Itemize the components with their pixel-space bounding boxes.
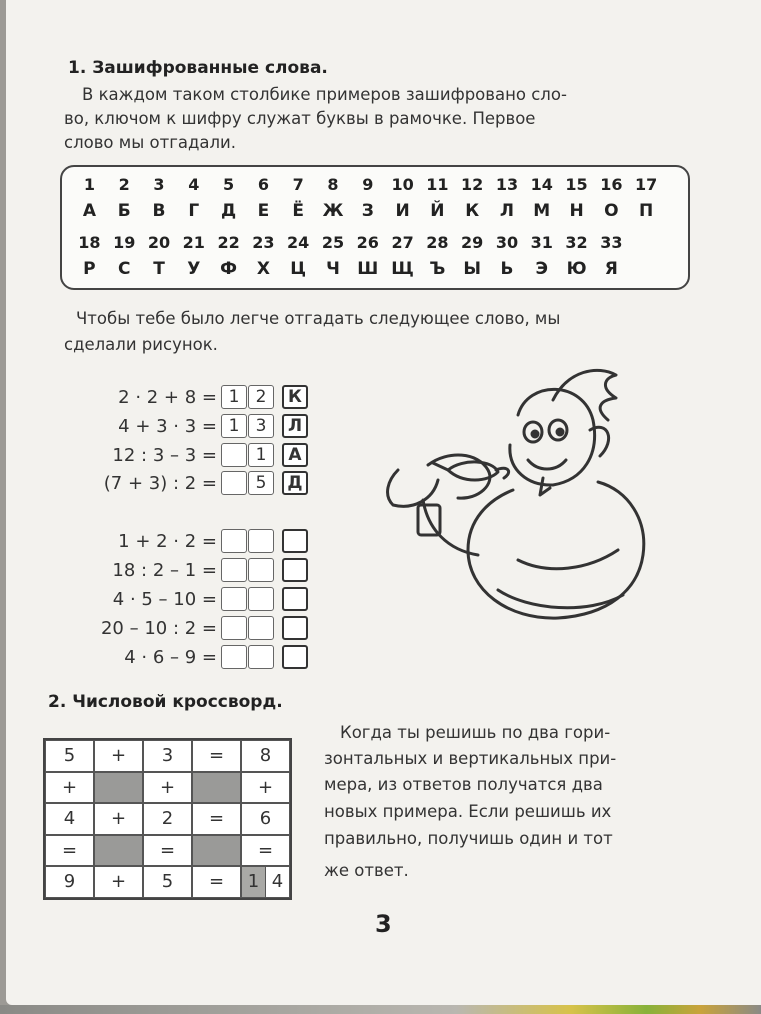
section1-intro-line-1: В каждом таком столбике примеров зашифровано сло- [82, 85, 567, 104]
answer-box-tens[interactable] [221, 645, 247, 669]
cipher_numbers_2-16: 33 [600, 233, 623, 252]
cipher_numbers_1-10: 10 [391, 175, 414, 194]
answer-box-ones[interactable] [248, 529, 274, 553]
crossword-cell: = [241, 835, 290, 867]
cipher_numbers_2-13: 30 [495, 233, 519, 252]
cipher_letters_1-14: М [533, 201, 551, 221]
unsolved-equation-row [92, 586, 309, 612]
cipher_letters_2-8: Ч [326, 259, 340, 279]
cipher_letters_1-5: Д [221, 201, 237, 221]
cipher_letters_1-17: П [639, 201, 654, 221]
cipher_letters_2-1: Р [83, 259, 96, 279]
cipher_letters_1-4: Г [188, 201, 200, 221]
cipher_letters_1-1: А [82, 201, 96, 221]
cipher_numbers_1-16: 16 [600, 175, 623, 194]
equation-expression: 4 · 6 – 9 = [124, 646, 217, 668]
answer-box-tens[interactable] [221, 529, 247, 553]
section1-title: 1. Зашифрованные слова. [68, 58, 328, 78]
cipher_numbers_1-11: 11 [426, 175, 449, 194]
crossword-cell: + [143, 772, 192, 804]
solved-equation-row [92, 442, 309, 468]
cipher_numbers_2-12: 29 [461, 233, 484, 252]
cipher_letters_2-4: У [187, 259, 201, 279]
answer-box-tens[interactable] [221, 616, 247, 640]
cipher_letters_1-13: Л [499, 201, 515, 221]
cipher_letters_1-16: О [604, 201, 619, 221]
cipher_letters_2-7: Ц [290, 259, 307, 279]
crossword-cell: = [45, 835, 94, 867]
cipher_letters_2-16: Я [604, 259, 618, 279]
genie-with-lamp-icon [368, 360, 658, 660]
equation-expression: 2 · 2 + 8 = [118, 386, 217, 408]
answer-digit: 4 [271, 871, 284, 893]
letter-box[interactable] [282, 616, 308, 640]
section2-line-5: правильно, получишь один и тот [324, 829, 613, 848]
cipher_letters_1-11: Й [430, 201, 445, 221]
cipher_letters_1-8: Ж [322, 201, 344, 221]
answer-digit-ones: 5 [248, 471, 274, 495]
cipher_numbers_2-10: 27 [391, 233, 414, 252]
crossword-shaded-cell [192, 772, 241, 804]
cipher_numbers_1-8: 8 [327, 175, 339, 194]
decoded-letter: Д [282, 471, 308, 495]
cipher_letters_1-15: Н [569, 201, 584, 221]
cipher_numbers_2-8: 25 [321, 233, 345, 252]
section1-intro-line-3: слово мы отгадали. [64, 133, 237, 152]
section2-line-2: зонтальных и вертикальных при- [324, 749, 617, 768]
cipher_numbers_1-2: 2 [118, 175, 130, 194]
hint-line-1: Чтобы тебе было легче отгадать следующее слово, мы [76, 309, 561, 328]
cipher-numbers-row-2 [72, 233, 629, 252]
equation-expression: 1 + 2 · 2 = [118, 530, 217, 552]
crossword-answer-cell [242, 867, 289, 897]
cipher_letters_2-2: С [117, 259, 131, 279]
crossword-cell: = [192, 740, 241, 772]
cipher_numbers_2-5: 22 [217, 233, 240, 252]
equation-expression: 18 : 2 – 1 = [112, 559, 217, 581]
answer-digit: 1 [242, 867, 266, 897]
cipher_numbers_1-3: 3 [153, 175, 165, 194]
cipher_letters_2-14: Э [535, 259, 548, 279]
answer-digit-tens: 1 [221, 414, 247, 438]
cipher_letters_2-6: Х [256, 259, 270, 279]
cipher_letters_2-3: Т [153, 259, 165, 279]
section2-title: 2. Числовой кроссворд. [48, 692, 283, 712]
answer-digit-ones: 2 [248, 385, 274, 409]
letter-box[interactable] [282, 587, 308, 611]
letter-box[interactable] [282, 645, 308, 669]
cipher_letters_1-12: К [465, 201, 480, 221]
solved-equation-row [92, 413, 309, 439]
answer-digit-ones: 1 [248, 443, 274, 467]
answer-box-ones[interactable] [248, 645, 274, 669]
section2-line-3: мера, из ответов получатся два [324, 775, 603, 794]
unsolved-equation-row [92, 557, 309, 583]
book-edge [0, 1005, 761, 1014]
page-number: 3 [375, 910, 392, 938]
answer-box-ones[interactable] [248, 558, 274, 582]
cipher_numbers_2-6: 23 [252, 233, 275, 252]
crossword-cell: + [94, 866, 143, 898]
cipher_numbers_2-3: 20 [147, 233, 171, 252]
answer-digit-tens: 1 [221, 385, 247, 409]
cipher_letters_2-13: Ь [500, 259, 514, 279]
letter-box[interactable] [282, 558, 308, 582]
number-crossword-grid [43, 738, 292, 900]
cipher_letters_1-3: В [152, 201, 166, 221]
cipher_numbers_1-1: 1 [83, 175, 95, 194]
crossword-shaded-cell [94, 772, 143, 804]
cipher_numbers_1-13: 13 [495, 175, 519, 194]
cipher_letters_1-9: З [361, 201, 374, 221]
crossword-shaded-cell [192, 835, 241, 867]
decoded-letter: К [282, 385, 308, 409]
answer-digit-ones: 3 [248, 414, 274, 438]
cipher_numbers_1-12: 12 [461, 175, 484, 194]
cipher_numbers_2-15: 32 [565, 233, 588, 252]
crossword-cell: + [45, 772, 94, 804]
cipher_numbers_2-7: 24 [287, 233, 310, 252]
cipher_letters_1-6: Е [257, 201, 270, 221]
section2-line-6: же ответ. [324, 861, 409, 880]
crossword-cell: = [192, 803, 241, 835]
equation-expression: 20 – 10 : 2 = [100, 617, 217, 639]
crossword-cell: = [143, 835, 192, 867]
answer-box-ones[interactable] [248, 587, 274, 611]
cipher_letters_2-12: Ы [463, 259, 481, 279]
crossword-cell: 2 [143, 803, 192, 835]
decoded-letter: Л [282, 414, 308, 438]
cipher_numbers_1-14: 14 [530, 175, 553, 194]
answer-digit-tens [221, 471, 247, 495]
cipher_numbers_1-15: 15 [565, 175, 588, 194]
unsolved-equation-row [92, 615, 309, 641]
cipher_numbers_2-11: 28 [426, 233, 449, 252]
cipher-letters-row-1 [72, 201, 664, 221]
cipher_letters_2-15: Ю [566, 259, 587, 279]
crossword-cell: + [94, 803, 143, 835]
cipher_letters_2-9: Ш [357, 259, 379, 279]
cipher_letters_2-11: Ъ [429, 259, 446, 279]
crossword-cell [241, 866, 290, 898]
cipher_numbers_2-9: 26 [356, 233, 379, 252]
cipher_numbers_1-4: 4 [188, 175, 200, 194]
cipher_numbers_2-1: 18 [78, 233, 101, 252]
crossword-cell: 8 [241, 740, 290, 772]
section2-line-4: новых примера. Если решишь их [324, 802, 612, 821]
decoded-letter: А [282, 443, 308, 467]
cipher_numbers_2-4: 21 [182, 233, 205, 252]
hint-line-2: сделали рисунок. [64, 335, 218, 354]
cipher_numbers_2-2: 19 [113, 233, 136, 252]
cipher_letters_2-10: Щ [391, 259, 414, 279]
equation-expression: 12 : 3 – 3 = [112, 444, 217, 466]
cipher_numbers_1-5: 5 [223, 175, 235, 194]
answer-box-tens[interactable] [221, 587, 247, 611]
answer-box-tens[interactable] [221, 558, 247, 582]
crossword-cell: = [192, 866, 241, 898]
crossword-cell: 6 [241, 803, 290, 835]
unsolved-equation-row [92, 528, 309, 554]
crossword-cell: 3 [143, 740, 192, 772]
crossword-cell: 5 [45, 740, 94, 772]
section1-intro-line-2: во, ключом к шифру служат буквы в рамочке. Первое [64, 109, 536, 128]
solved-equation-row [92, 384, 309, 410]
answer-box-ones[interactable] [248, 616, 274, 640]
cipher_letters_1-2: Б [117, 201, 131, 221]
cipher_letters_1-10: И [395, 201, 410, 221]
equation-expression: 4 · 5 – 10 = [112, 588, 217, 610]
cipher_numbers_2-14: 31 [530, 233, 553, 252]
crossword-cell: 4 [45, 803, 94, 835]
section2-line-1: Когда ты решишь по два гори- [340, 723, 611, 742]
cipher-numbers-row-1 [72, 175, 664, 194]
cipher_letters_2-5: Ф [220, 259, 238, 279]
cipher_numbers_1-17: 17 [635, 175, 658, 194]
crossword-cell: 9 [45, 866, 94, 898]
unsolved-equation-row [92, 644, 309, 670]
solved-equation-row [92, 470, 309, 496]
letter-box[interactable] [282, 529, 308, 553]
crossword-shaded-cell [94, 835, 143, 867]
cipher-letters-row-2 [72, 259, 629, 279]
cipher_numbers_1-9: 9 [362, 175, 374, 194]
equation-expression: (7 + 3) : 2 = [103, 472, 217, 494]
answer-digit-tens [221, 443, 247, 467]
crossword-cell: + [94, 740, 143, 772]
equation-expression: 4 + 3 · 3 = [118, 415, 217, 437]
crossword-cell: 5 [143, 866, 192, 898]
cipher_numbers_1-6: 6 [257, 175, 269, 194]
cipher_numbers_1-7: 7 [292, 175, 304, 194]
crossword-cell: + [241, 772, 290, 804]
cipher-key-box [60, 165, 690, 290]
cipher_letters_1-7: Ё [292, 201, 304, 221]
